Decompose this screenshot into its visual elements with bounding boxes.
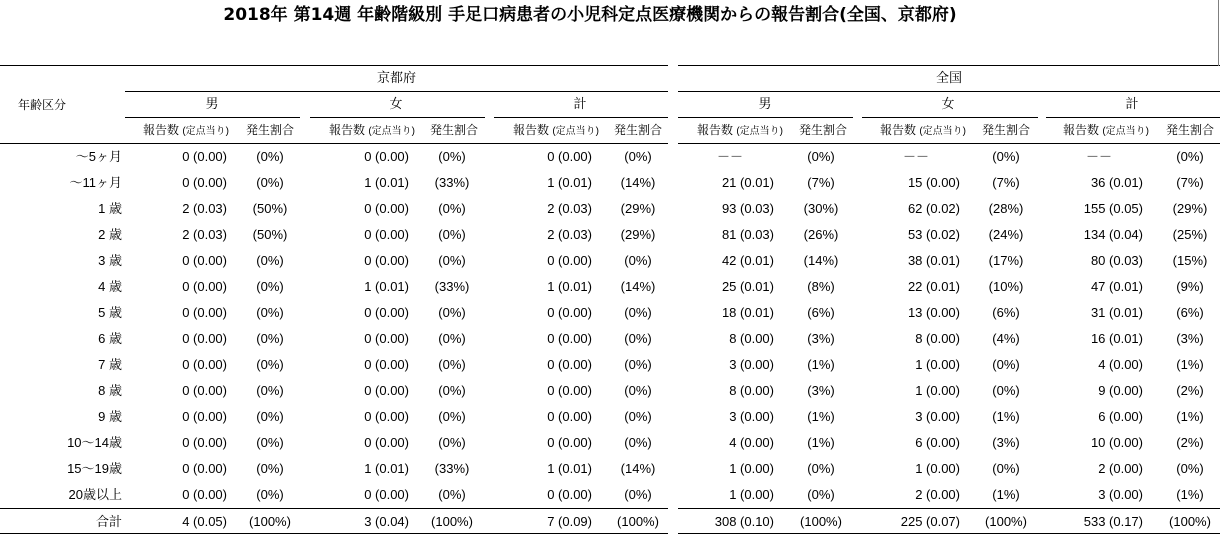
table-row-3-rate-national-female: (24%) [988,227,1024,242]
table-row-6-report-kyoto-total: 0 (0.00) [547,305,592,320]
report-count-label: 報告数 [696,123,733,137]
table-row-9-age-label: 8 歳 [98,383,122,398]
table-row-11-age-label: 10～14歳 [67,435,122,450]
table-row-7-rate-kyoto-total: (0%) [624,331,652,346]
incidence-rate-header-national-female: 発生割合 [981,123,1030,137]
table-row-6-rate-national-male: (6%) [807,305,835,320]
table-row-10-report-national-female: 3 (0.00) [915,409,960,424]
table-row-8-report-kyoto-total: 0 (0.00) [547,357,592,372]
rule-sex-national-male [678,117,853,118]
rule-total-kyoto [0,508,668,509]
table-row-13-report-kyoto-total: 0 (0.00) [547,487,592,502]
table-row-4-rate-kyoto-female: (0%) [438,253,466,268]
table-row-6-report-national-male: 18 (0.01) [721,305,774,320]
incidence-rate-header-kyoto-male: 発生割合 [245,123,294,137]
table-row-3-report-national-total: 134 (0.04) [1083,227,1143,242]
table-row-7-age-label: 6 歳 [98,331,122,346]
table-row-10-rate-kyoto-male: (0%) [256,409,284,424]
table-row-9-report-national-male: 8 (0.00) [729,383,774,398]
total-row-rate-national-male: (100%) [800,514,842,529]
table-row-1-rate-national-male: (7%) [807,175,835,190]
table-row-9-rate-national-female: (0%) [992,383,1020,398]
rule-sex-national-total [1046,117,1220,118]
table-row-11-report-national-female: 6 (0.00) [915,435,960,450]
total-row-rate-national-total: (100%) [1169,514,1211,529]
total-row-rate-kyoto-total: (100%) [617,514,659,529]
rule-top-national [678,65,1220,66]
total-row-report-national-total: 533 (0.17) [1083,514,1143,529]
table-row-2-report-national-male: 93 (0.03) [721,201,774,216]
table-row-4-report-national-female: 38 (0.01) [907,253,960,268]
table-row-3-report-national-male: 81 (0.03) [721,227,774,242]
table-row-13-report-kyoto-male: 0 (0.00) [182,487,227,502]
table-row-9-rate-national-male: (3%) [807,383,835,398]
table-row-7-rate-national-male: (3%) [807,331,835,346]
report-count-label: 報告数 [1062,123,1099,137]
rule-total-national [678,508,1220,509]
table-row-1-rate-national-female: (7%) [992,175,1020,190]
table-row-11-report-national-male: 4 (0.00) [729,435,774,450]
table-row-9-rate-kyoto-female: (0%) [438,383,466,398]
table-row-8-rate-kyoto-female: (0%) [438,357,466,372]
table-row-0-rate-kyoto-female: (0%) [438,149,466,164]
incidence-rate-header-national-male: 発生割合 [798,123,847,137]
table-row-2-report-national-total: 155 (0.05) [1083,201,1143,216]
incidence-rate-header-national-total: 発生割合 [1165,123,1214,137]
report-count-header-kyoto-male [131,122,241,140]
table-row-5-rate-kyoto-male: (0%) [256,279,284,294]
table-row-12-rate-kyoto-female: (33%) [434,461,470,476]
table-row-1-report-national-female: 15 (0.00) [907,175,960,190]
table-row-3-report-kyoto-total: 2 (0.03) [547,227,592,242]
sex-header-national-male: 男 [758,96,772,111]
table-row-7-report-kyoto-female: 0 (0.00) [364,331,409,346]
table-row-0-report-kyoto-total: 0 (0.00) [547,149,592,164]
rule-region-kyoto [125,91,668,92]
table-row-4-rate-national-total: (15%) [1172,253,1208,268]
total-row-rate-national-female: (100%) [985,514,1027,529]
table-row-1-rate-kyoto-female: (33%) [434,175,470,190]
table-row-7-rate-kyoto-female: (0%) [438,331,466,346]
table-row-6-report-kyoto-female: 0 (0.00) [364,305,409,320]
table-row-10-age-label: 9 歳 [98,409,122,424]
table-row-2-report-kyoto-total: 2 (0.03) [547,201,592,216]
table-row-8-rate-national-female: (0%) [992,357,1020,372]
table-row-5-age-label: 4 歳 [98,279,122,294]
table-row-12-report-national-total: 2 (0.00) [1098,461,1143,476]
table-row-4-report-national-male: 42 (0.01) [721,253,774,268]
table-row-11-rate-kyoto-male: (0%) [256,435,284,450]
table-row-4-report-national-total: 80 (0.03) [1090,253,1143,268]
table-row-5-report-kyoto-male: 0 (0.00) [182,279,227,294]
table-row-6-rate-kyoto-total: (0%) [624,305,652,320]
table-row-3-report-national-female: 53 (0.02) [907,227,960,242]
table-row-13-report-national-total: 3 (0.00) [1098,487,1143,502]
table-row-1-age-label: ～11ヶ月 [69,175,122,190]
total-row-report-kyoto-total: 7 (0.09) [547,514,592,529]
table-row-11-report-kyoto-total: 0 (0.00) [547,435,592,450]
table-row-3-rate-kyoto-male: (50%) [252,227,288,242]
report-count-header-national-total [1051,122,1161,140]
incidence-rate-header-kyoto-total: 発生割合 [613,123,662,137]
rule-top-kyoto [0,65,668,66]
table-row-12-rate-kyoto-total: (14%) [620,461,656,476]
table-row-5-report-national-female: 22 (0.01) [907,279,960,294]
table-row-1-rate-kyoto-total: (14%) [620,175,656,190]
per-sentinel-label: (定点当り) [919,126,967,137]
table-row-1-report-kyoto-male: 0 (0.00) [182,175,227,190]
total-row-rate-kyoto-male: (100%) [249,514,291,529]
table-row-0-report-national-male: －－ [716,149,743,164]
table-row-2-report-kyoto-female: 0 (0.00) [364,201,409,216]
table-row-13-rate-kyoto-total: (0%) [624,487,652,502]
table-row-2-rate-national-total: (29%) [1172,201,1208,216]
table-row-1-report-national-male: 21 (0.01) [721,175,774,190]
table-row-8-report-kyoto-female: 0 (0.00) [364,357,409,372]
table-row-7-report-kyoto-male: 0 (0.00) [182,331,227,346]
table-row-0-report-kyoto-female: 0 (0.00) [364,149,409,164]
rule-header-bottom-national [678,143,1220,144]
rule-sex-national-female [862,117,1038,118]
table-row-0-rate-national-total: (0%) [1176,149,1204,164]
table-row-0-rate-kyoto-total: (0%) [624,149,652,164]
table-row-0-age-label: ～5ヶ月 [75,149,122,164]
table-row-9-rate-kyoto-total: (0%) [624,383,652,398]
sex-header-kyoto-female: 女 [389,96,403,111]
table-row-3-rate-national-total: (25%) [1172,227,1208,242]
table-row-4-rate-kyoto-total: (0%) [624,253,652,268]
table-row-13-rate-national-female: (1%) [992,487,1020,502]
table-row-12-report-kyoto-total: 1 (0.01) [547,461,592,476]
per-sentinel-label: (定点当り) [1102,126,1150,137]
table-row-0-report-national-total: －－ [1085,149,1112,164]
total-row-age-label: 合計 [95,514,122,529]
total-row-report-kyoto-male: 4 (0.05) [182,514,227,529]
incidence-rate-header-kyoto-female: 発生割合 [429,123,478,137]
table-row-7-report-national-total: 16 (0.01) [1090,331,1143,346]
table-row-13-rate-national-male: (0%) [807,487,835,502]
table-row-11-report-kyoto-female: 0 (0.00) [364,435,409,450]
table-row-5-rate-national-male: (8%) [807,279,835,294]
table-row-1-report-national-total: 36 (0.01) [1090,175,1143,190]
region-header-national: 全国 [935,70,962,85]
table-row-10-rate-national-male: (1%) [807,409,835,424]
table-row-10-rate-national-female: (1%) [992,409,1020,424]
table-row-2-report-kyoto-male: 2 (0.03) [182,201,227,216]
table-row-3-rate-kyoto-female: (0%) [438,227,466,242]
table-row-3-report-kyoto-female: 0 (0.00) [364,227,409,242]
table-row-11-report-national-total: 10 (0.00) [1090,435,1143,450]
table-row-2-rate-kyoto-total: (29%) [620,201,656,216]
table-row-9-report-national-female: 1 (0.00) [915,383,960,398]
table-row-0-rate-national-male: (0%) [807,149,835,164]
table-row-12-rate-national-total: (0%) [1176,461,1204,476]
table-row-5-report-national-total: 47 (0.01) [1090,279,1143,294]
table-row-8-report-national-total: 4 (0.00) [1098,357,1143,372]
table-row-10-rate-kyoto-total: (0%) [624,409,652,424]
table-row-6-report-national-female: 13 (0.00) [907,305,960,320]
table-row-4-report-kyoto-male: 0 (0.00) [182,253,227,268]
sex-header-national-female: 女 [941,96,955,111]
table-row-8-rate-national-total: (1%) [1176,357,1204,372]
table-row-8-rate-kyoto-male: (0%) [256,357,284,372]
table-row-1-rate-national-total: (7%) [1176,175,1204,190]
table-row-7-rate-national-total: (3%) [1176,331,1204,346]
table-row-8-report-national-female: 1 (0.00) [915,357,960,372]
table-row-12-report-national-female: 1 (0.00) [915,461,960,476]
rule-sex-kyoto-male [125,117,300,118]
table-row-2-report-national-female: 62 (0.02) [907,201,960,216]
table-row-7-report-kyoto-total: 0 (0.00) [547,331,592,346]
total-row-rate-kyoto-female: (100%) [431,514,473,529]
table-row-9-rate-national-total: (2%) [1176,383,1204,398]
rule-header-bottom-kyoto [0,143,668,144]
table-row-4-rate-national-female: (17%) [988,253,1024,268]
table-row-6-rate-national-total: (6%) [1176,305,1204,320]
table-row-12-rate-national-male: (0%) [807,461,835,476]
table-row-7-rate-national-female: (4%) [992,331,1020,346]
page-title: 2018年 第14週 年齢階級別 手足口病患者の小児科定点医療機関からの報告割合(全国、京都府) [223,5,957,25]
report-count-label: 報告数 [328,123,365,137]
table-row-6-report-kyoto-male: 0 (0.00) [182,305,227,320]
report-count-label: 報告数 [142,123,179,137]
table-row-13-report-national-male: 1 (0.00) [729,487,774,502]
table-row-12-report-national-male: 1 (0.00) [729,461,774,476]
table-row-13-rate-kyoto-male: (0%) [256,487,284,502]
table-row-1-report-kyoto-female: 1 (0.01) [364,175,409,190]
table-row-13-age-label: 20歳以上 [68,487,122,502]
report-count-label: 報告数 [512,123,549,137]
table-row-6-rate-kyoto-male: (0%) [256,305,284,320]
rule-sex-kyoto-female [310,117,485,118]
table-row-11-rate-national-total: (2%) [1176,435,1204,450]
table-row-8-rate-national-male: (1%) [807,357,835,372]
frame-right-edge [1218,0,1219,66]
per-sentinel-label: (定点当り) [552,126,600,137]
table-row-11-rate-kyoto-total: (0%) [624,435,652,450]
table-row-0-rate-national-female: (0%) [992,149,1020,164]
table-row-4-report-kyoto-total: 0 (0.00) [547,253,592,268]
table-row-6-age-label: 5 歳 [98,305,122,320]
per-sentinel-label: (定点当り) [182,126,230,137]
table-row-9-report-national-total: 9 (0.00) [1098,383,1143,398]
table-row-10-report-kyoto-total: 0 (0.00) [547,409,592,424]
table-row-4-report-kyoto-female: 0 (0.00) [364,253,409,268]
table-row-12-report-kyoto-male: 0 (0.00) [182,461,227,476]
table-row-12-age-label: 15～19歳 [67,461,122,476]
table-row-11-rate-kyoto-female: (0%) [438,435,466,450]
report-count-header-national-male [685,122,795,140]
table-row-5-rate-kyoto-female: (33%) [434,279,470,294]
table-row-13-report-kyoto-female: 0 (0.00) [364,487,409,502]
report-count-header-kyoto-female [317,122,427,140]
table-row-9-report-kyoto-female: 0 (0.00) [364,383,409,398]
table-row-8-report-kyoto-male: 0 (0.00) [182,357,227,372]
age-column-header: 年齢区分 [18,98,67,112]
table-row-6-rate-kyoto-female: (0%) [438,305,466,320]
table-row-6-rate-national-female: (6%) [992,305,1020,320]
table-row-4-rate-national-male: (14%) [803,253,839,268]
report-count-header-national-female [868,122,978,140]
table-row-10-report-kyoto-male: 0 (0.00) [182,409,227,424]
table-row-0-report-national-female: －－ [902,149,929,164]
table-row-3-report-kyoto-male: 2 (0.03) [182,227,227,242]
table-row-0-rate-kyoto-male: (0%) [256,149,284,164]
table-row-2-rate-kyoto-female: (0%) [438,201,466,216]
report-count-header-kyoto-total [501,122,611,140]
table-row-9-report-kyoto-male: 0 (0.00) [182,383,227,398]
table-row-9-rate-kyoto-male: (0%) [256,383,284,398]
table-row-3-rate-national-male: (26%) [803,227,839,242]
table-row-10-report-national-total: 6 (0.00) [1098,409,1143,424]
table-row-5-rate-kyoto-total: (14%) [620,279,656,294]
table-row-10-report-national-male: 3 (0.00) [729,409,774,424]
total-row-report-national-female: 225 (0.07) [900,514,960,529]
table-row-11-report-kyoto-male: 0 (0.00) [182,435,227,450]
table-row-2-rate-kyoto-male: (50%) [252,201,288,216]
report-count-label: 報告数 [879,123,916,137]
table-row-1-rate-kyoto-male: (0%) [256,175,284,190]
table-row-11-rate-national-male: (1%) [807,435,835,450]
table-row-7-report-national-male: 8 (0.00) [729,331,774,346]
table-row-13-rate-kyoto-female: (0%) [438,487,466,502]
table-row-3-rate-kyoto-total: (29%) [620,227,656,242]
table-row-2-age-label: 1 歳 [98,201,122,216]
table-row-7-report-national-female: 8 (0.00) [915,331,960,346]
sex-header-kyoto-male: 男 [205,96,219,111]
table-row-12-rate-kyoto-male: (0%) [256,461,284,476]
rule-region-national [678,91,1220,92]
per-sentinel-label: (定点当り) [736,126,784,137]
sex-header-kyoto-total: 計 [573,96,587,111]
rule-sex-kyoto-total [494,117,668,118]
table-row-5-rate-national-female: (10%) [988,279,1024,294]
table-row-12-report-kyoto-female: 1 (0.01) [364,461,409,476]
total-row-report-kyoto-female: 3 (0.04) [364,514,409,529]
table-row-5-report-national-male: 25 (0.01) [721,279,774,294]
table-row-5-report-kyoto-total: 1 (0.01) [547,279,592,294]
table-row-5-rate-national-total: (9%) [1176,279,1204,294]
table-row-12-rate-national-female: (0%) [992,461,1020,476]
table-row-8-rate-kyoto-total: (0%) [624,357,652,372]
table-row-7-rate-kyoto-male: (0%) [256,331,284,346]
table-row-13-report-national-female: 2 (0.00) [915,487,960,502]
table-row-11-rate-national-female: (3%) [992,435,1020,450]
table-row-4-rate-kyoto-male: (0%) [256,253,284,268]
table-row-8-age-label: 7 歳 [98,357,122,372]
per-sentinel-label: (定点当り) [368,126,416,137]
table-row-8-report-national-male: 3 (0.00) [729,357,774,372]
table-row-13-rate-national-total: (1%) [1176,487,1204,502]
sex-header-national-total: 計 [1125,96,1139,111]
table-row-5-report-kyoto-female: 1 (0.01) [364,279,409,294]
table-row-3-age-label: 2 歳 [98,227,122,242]
table-row-0-report-kyoto-male: 0 (0.00) [182,149,227,164]
table-row-6-report-national-total: 31 (0.01) [1090,305,1143,320]
table-row-4-age-label: 3 歳 [98,253,122,268]
table-row-10-rate-kyoto-female: (0%) [438,409,466,424]
table-row-1-report-kyoto-total: 1 (0.01) [547,175,592,190]
table-row-10-rate-national-total: (1%) [1176,409,1204,424]
region-header-kyoto: 京都府 [376,70,416,85]
table-row-2-rate-national-male: (30%) [803,201,839,216]
total-row-report-national-male: 308 (0.10) [714,514,774,529]
table-row-9-report-kyoto-total: 0 (0.00) [547,383,592,398]
table-row-2-rate-national-female: (28%) [988,201,1024,216]
table-row-10-report-kyoto-female: 0 (0.00) [364,409,409,424]
